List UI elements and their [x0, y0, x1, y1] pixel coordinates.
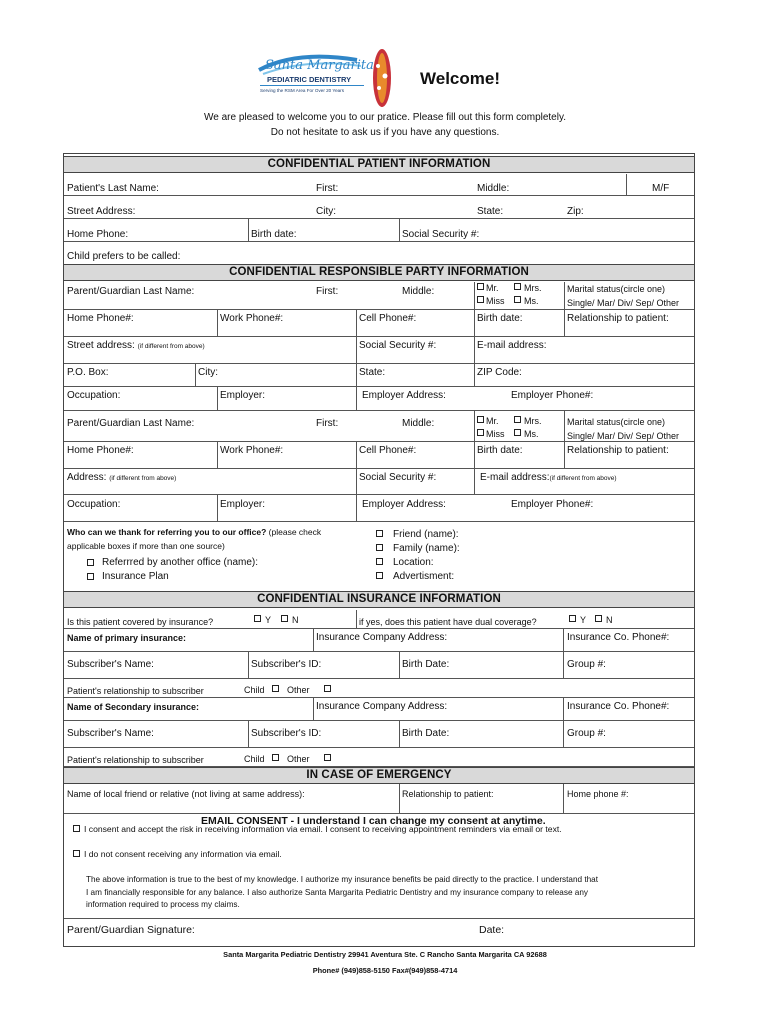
email-consent-yes-checkbox[interactable]	[73, 825, 80, 832]
primary-child-label: Child	[244, 685, 265, 695]
referral-note: (please check	[268, 527, 322, 537]
primary-subscriber-id-field[interactable]: Subscriber's ID:	[251, 659, 322, 670]
patient-state-field[interactable]: State:	[477, 206, 504, 217]
dual-yes-checkbox[interactable]	[569, 615, 576, 622]
referral-question	[67, 526, 321, 538]
primary-birth-date-field[interactable]: Birth Date:	[402, 659, 450, 670]
covered-no-label: N	[292, 615, 299, 625]
dual-no-label: N	[606, 615, 613, 625]
title2-ms-label: Ms.	[524, 429, 539, 439]
guardian-email-field[interactable]: E-mail address:	[477, 340, 547, 351]
title-miss-checkbox[interactable]	[477, 296, 484, 303]
primary-subscriber-name-field[interactable]: Subscriber's Name:	[67, 659, 154, 670]
patient-city-field[interactable]: City:	[316, 206, 336, 217]
patient-first-name-field[interactable]: First:	[316, 183, 339, 194]
guardian-employer-address-field[interactable]: Employer Address:	[362, 390, 446, 401]
marital-status-options[interactable]: Single/ Mar/ Div/ Sep/ Other	[567, 298, 680, 308]
guardian2-email-field[interactable]	[480, 472, 617, 485]
secondary-child-label: Child	[244, 754, 265, 764]
title-miss-label: Miss	[486, 296, 505, 306]
title2-ms-checkbox[interactable]	[514, 429, 521, 436]
title2-mrs-checkbox[interactable]	[514, 416, 521, 423]
advertisment-label: Advertisment:	[393, 571, 455, 582]
guardian-home-phone-field[interactable]: Home Phone#:	[67, 313, 134, 324]
street-label: Street address:	[67, 340, 135, 351]
guardian2-home-phone-field[interactable]: Home Phone#:	[67, 445, 134, 456]
title-mr-label: Mr.	[486, 283, 499, 293]
insurance-section-heading: CONFIDENTIAL INSURANCE INFORMATION	[64, 591, 694, 608]
guardian-signature-field[interactable]: Parent/Guardian Signature:	[67, 924, 195, 936]
guardian2-occupation-field[interactable]: Occupation:	[67, 499, 121, 510]
guardian-zip-field[interactable]: ZIP Code:	[477, 367, 522, 378]
guardian-employer-field[interactable]: Employer:	[220, 390, 266, 401]
guardian-occupation-field[interactable]: Occupation:	[67, 390, 121, 401]
guardian-state-field[interactable]: State:	[359, 367, 386, 378]
title-mrs-checkbox[interactable]	[514, 283, 521, 290]
dual-yes-label: Y	[580, 615, 587, 625]
footer-phone: Phone# (949)858-5150 Fax#(949)858-4714	[312, 966, 458, 975]
secondary-subscriber-id-field[interactable]: Subscriber's ID:	[251, 728, 322, 739]
secondary-group-field[interactable]: Group #:	[567, 728, 606, 739]
referral-note-2: applicable boxes if more than one source)	[67, 541, 225, 551]
logo-tagline: Serving the RSM Area For Over 20 Years	[260, 88, 345, 93]
child-preferred-name-field[interactable]: Child prefers to be called:	[67, 251, 181, 262]
dual-coverage-question: if yes, does this patient have dual coverage?	[359, 617, 537, 627]
patient-birth-date-field[interactable]: Birth date:	[251, 229, 297, 240]
guardian2-employer-address-field[interactable]: Employer Address:	[362, 499, 446, 510]
signature-date-field[interactable]: Date:	[479, 924, 505, 936]
secondary-other-label: Other	[287, 754, 310, 764]
email-consent-heading: EMAIL CONSENT - I understand I can change my consent at anytime.	[201, 815, 546, 827]
guardian-employer-phone-field[interactable]: Employer Phone#:	[511, 390, 594, 401]
email-consent-no-label: I do not consent receiving any information via email.	[84, 849, 282, 859]
patient-middle-name-field[interactable]: Middle:	[477, 183, 510, 194]
if-different-note: (if different from above)	[137, 343, 205, 350]
guardian2-middle-name-field[interactable]: Middle:	[402, 418, 435, 429]
logo-subtitle: PEDIATRIC DENTISTRY	[267, 75, 352, 84]
guardian2-last-name-field[interactable]: Parent/Guardian Last Name:	[67, 418, 195, 429]
primary-company-phone-field[interactable]: Insurance Co. Phone#:	[567, 632, 670, 643]
guardian-birth-date-field[interactable]: Birth date:	[477, 313, 523, 324]
address-label: Address:	[67, 472, 107, 483]
marital2-status-options[interactable]: Single/ Mar/ Div/ Sep/ Other	[567, 431, 680, 441]
secondary-insurance-field[interactable]: Name of Secondary insurance:	[67, 702, 200, 712]
guardian2-ssn-field[interactable]: Social Security #:	[359, 472, 437, 483]
primary-group-field[interactable]: Group #:	[567, 659, 606, 670]
guardian2-work-phone-field[interactable]: Work Phone#:	[220, 445, 284, 456]
practice-logo	[257, 48, 397, 108]
primary-company-address-field[interactable]: Insurance Company Address:	[316, 632, 448, 643]
guardian-work-phone-field[interactable]: Work Phone#:	[220, 313, 284, 324]
family-label: Family (name):	[393, 543, 460, 554]
family-checkbox[interactable]	[376, 544, 383, 551]
email2-label: E-mail address:	[480, 472, 550, 483]
patient-zip-field[interactable]: Zip:	[567, 206, 584, 217]
authorization-paragraph	[86, 874, 598, 912]
guardian-middle-name-field[interactable]: Middle:	[402, 286, 435, 297]
title-ms-label: Ms.	[524, 296, 539, 306]
guardian2-address-field[interactable]	[67, 472, 176, 485]
patient-gender-field[interactable]: M/F	[652, 183, 670, 194]
emergency-home-phone-field[interactable]: Home phone #:	[567, 789, 629, 799]
referral-question-text: Who can we thank for referring you to our office?	[67, 527, 267, 537]
primary-other-label: Other	[287, 685, 310, 695]
patient-section-heading: CONFIDENTIAL PATIENT INFORMATION	[64, 156, 694, 173]
secondary-subscriber-name-field[interactable]: Subscriber's Name:	[67, 728, 154, 739]
authorization-line-2: I am financially responsible for any balance. I also authorize Santa Margarita Pediatric Dentistry and my insurance company to release any	[86, 887, 588, 897]
secondary-birth-date-field[interactable]: Birth Date:	[402, 728, 450, 739]
primary-relationship-label: Patient's relationship to subscriber	[67, 686, 204, 696]
patient-street-field[interactable]: Street Address:	[67, 206, 136, 217]
title-mrs-label: Mrs.	[524, 283, 542, 293]
covered-no-checkbox[interactable]	[281, 615, 288, 622]
guardian-cell-phone-field[interactable]: Cell Phone#:	[359, 313, 417, 324]
referred-office-checkbox[interactable]	[87, 559, 94, 566]
welcome-title: Welcome!	[420, 69, 500, 88]
title-ms-checkbox[interactable]	[514, 296, 521, 303]
guardian-last-name-field[interactable]: Parent/Guardian Last Name:	[67, 286, 195, 297]
emergency-relationship-field[interactable]: Relationship to patient:	[402, 789, 494, 799]
secondary-child-checkbox[interactable]	[272, 754, 279, 761]
primary-child-checkbox[interactable]	[272, 685, 279, 692]
guardian-street-field[interactable]	[67, 340, 205, 353]
intro-line-2: Do not hesitate to ask us if you have any questions.	[270, 127, 500, 138]
covered-question: Is this patient covered by insurance?	[67, 617, 214, 627]
authorization-line-3: information required to process my claims.	[86, 900, 240, 909]
guardian2-first-name-field[interactable]: First:	[316, 418, 339, 429]
guardian-relationship-field[interactable]: Relationship to patient:	[567, 313, 669, 324]
secondary-other-checkbox[interactable]	[324, 754, 331, 761]
primary-insurance-field[interactable]: Name of primary insurance:	[67, 633, 187, 643]
title2-mr-checkbox[interactable]	[477, 416, 484, 423]
patient-last-name-field[interactable]: Patient's Last Name:	[67, 183, 159, 194]
responsible-section-heading: CONFIDENTIAL RESPONSIBLE PARTY INFORMATION	[64, 264, 694, 281]
email-consent-no-checkbox[interactable]	[73, 850, 80, 857]
insurance-plan-label: Insurance Plan	[102, 571, 169, 582]
registration-form	[63, 153, 695, 947]
guardian2-employer-field[interactable]: Employer:	[220, 499, 266, 510]
email-consent-yes-label: I consent and accept the risk in receiving information via email. I consent to receiving appointment reminders via email or text.	[84, 824, 562, 834]
guardian-first-name-field[interactable]: First:	[316, 286, 339, 297]
marital-status-label: Marital status(circle one)	[567, 284, 666, 294]
covered-yes-label: Y	[265, 615, 272, 625]
patient-ssn-field[interactable]: Social Security #:	[402, 229, 480, 240]
location-checkbox[interactable]	[376, 558, 383, 565]
guardian2-relationship-field[interactable]: Relationship to patient:	[567, 445, 669, 456]
authorization-line-1: The above information is true to the best of my knowledge. I authorize my insurance benefits be paid directly to the practice. I understand that	[86, 875, 599, 884]
title-mr-checkbox[interactable]	[477, 283, 484, 290]
secondary-company-phone-field[interactable]: Insurance Co. Phone#:	[567, 701, 670, 712]
po-box-field[interactable]: P.O. Box:	[67, 367, 109, 378]
guardian-city-field[interactable]: City:	[198, 367, 218, 378]
covered-yes-checkbox[interactable]	[254, 615, 261, 622]
dual-no-checkbox[interactable]	[595, 615, 602, 622]
location-label: Location:	[393, 557, 434, 568]
friend-label: Friend (name):	[393, 529, 459, 540]
emergency-section-heading: IN CASE OF EMERGENCY	[64, 767, 694, 784]
advertisment-checkbox[interactable]	[376, 572, 383, 579]
guardian2-employer-phone-field[interactable]: Employer Phone#:	[511, 499, 594, 510]
logo-text: Santa Margarita	[265, 58, 374, 73]
if-different-note-2: (if different from above)	[109, 475, 177, 482]
patient-home-phone-field[interactable]: Home Phone:	[67, 229, 129, 240]
if-different-note-3: (if different from above)	[549, 475, 617, 482]
marital2-status-label: Marital status(circle one)	[567, 417, 666, 427]
title2-miss-label: Miss	[486, 429, 505, 439]
guardian2-cell-phone-field[interactable]: Cell Phone#:	[359, 445, 417, 456]
intro-line-1: We are pleased to welcome you to our pratice. Please fill out this form completely.	[203, 112, 567, 123]
insurance-plan-checkbox[interactable]	[87, 573, 94, 580]
footer-address: Santa Margarita Pediatric Dentistry 29941 Aventura Ste. C Rancho Santa Margarita CA 92688	[223, 950, 547, 959]
title2-mr-label: Mr.	[486, 416, 499, 426]
referred-office-label: Referrred by another office (name):	[102, 557, 259, 568]
guardian2-birth-date-field[interactable]: Birth date:	[477, 445, 523, 456]
title2-miss-checkbox[interactable]	[477, 429, 484, 436]
primary-other-checkbox[interactable]	[324, 685, 331, 692]
secondary-company-address-field[interactable]: Insurance Company Address:	[316, 701, 448, 712]
secondary-relationship-label: Patient's relationship to subscriber	[67, 755, 204, 765]
local-friend-field[interactable]: Name of local friend or relative (not living at same address):	[67, 789, 305, 799]
guardian-ssn-field[interactable]: Social Security #:	[359, 340, 437, 351]
title2-mrs-label: Mrs.	[524, 416, 542, 426]
friend-checkbox[interactable]	[376, 530, 383, 537]
